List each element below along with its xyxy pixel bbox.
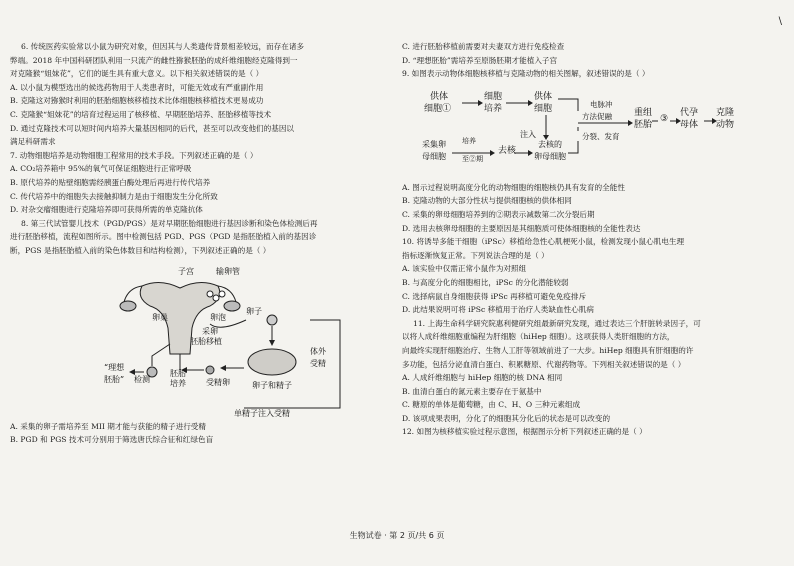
label-embryo-culture-1: 胚胎 [170,368,186,378]
option-line: A. 该实验中仅需正常小鼠作为对照组 [402,264,527,274]
label-transplant: 胚胎移植 [190,336,222,346]
option-line: C. 克隆猴“姐妹花”的培育过程运用了核移植、早期胚胎培养、胚胎移植等技术 [10,109,272,119]
label-uterus: 子宫 [178,266,194,276]
right-column [402,40,788,439]
uterus-drawing [120,282,240,370]
label-surrogate-b: 母体 [680,119,699,130]
label-icsi: 单精子注入受精 [234,408,290,418]
text-line: 以将人成纤维细胞重编程为肝细胞（hiHep 细胞）。这项获得人类肝细胞的方法， [402,332,675,342]
text-line: 弊端。2018 年中国科研团队利用一只流产的雌性猕猴胚胎的成纤维细胞经克隆得到一 [10,55,298,65]
text-line: 8. 第三代试管婴儿技术（PGD/PGS）是对早期胚胎细胞进行基因诊断和染色体检测后再 [21,218,318,228]
label-donor-cell-1b: 细胞① [424,103,452,114]
option-line: C. 进行胚胎移植前需要对夫妻双方进行免疫检查 [402,42,565,51]
option-line: C. 传代培养中的细胞失去接触抑制力是由于细胞发生分化所致 [10,191,218,201]
option-line: D. “理想胚胎”需培养至原肠胚期才能植入子宫 [402,55,558,65]
label-in-vitro: 体外 [310,346,326,356]
label-donor-cell-2b: 细胞 [534,103,553,114]
label-collect-b: 母细胞 [422,151,446,161]
option-line: C. 选择病鼠自身细胞获得 iPSc 再移植可避免免疫排斥 [402,291,587,301]
option-line: D. 该项成果表明，分化了的细胞其分化后的状态是可以改变的 [402,413,611,423]
label-donor-cell-2a: 供体 [534,91,553,102]
label-electro-a: 电脉冲 [590,99,613,109]
label-recon-a: 重组 [634,107,653,118]
text-line: 对克隆猴“姐妹花”，它们的诞生具有重大意义。以下相关叙述错误的是（ ） [10,69,264,79]
petri-dish [248,349,296,375]
label-surrogate-a: 代孕 [680,107,699,118]
ivf-process-diagram [10,258,396,420]
label-recon-b: 胚胎 [634,119,653,130]
label-ovary: 卵巢 [152,312,168,322]
label-mature-b: 至②期 [462,154,483,163]
label-mature-a: 培养 [462,136,476,145]
option-line: A. 采集的卵子需培养至 MII 期才能与获能的精子进行受精 [10,421,206,431]
zygote-icon [206,366,214,374]
text-line: 6. 传统医药实验常以小鼠为研究对象，但因其与人类遗传背景相差较远，而存在诸多 [21,42,305,51]
option-line: A. 图示过程说明高度分化的动物细胞的细胞核仍具有发育的全能性 [402,182,625,192]
option-line: C. 采集的卵母细胞培养到的②期表示减数第二次分裂后期 [402,209,595,219]
label-fertilize: 受精 [310,358,326,368]
option-line: D. 此结果说明可将 iPSc 移植用于治疗人类缺血性心肌病 [402,305,594,315]
text-line: 断，PGS 是指胚胎植入前的染色体数目和结构检测），下列叙述正确的是（ ） [10,245,271,255]
label-inject: 注入 [520,129,536,139]
option-line: A. 以小鼠为模型选出的候选药物用于人类患者时，可能无效或有严重副作用 [10,82,264,92]
nuclear-transfer-diagram [402,81,788,181]
text-line: 7. 动物细胞培养是动物细胞工程常用的技术手段。下列叙述正确的是（ ） [10,150,258,160]
label-detect: 检测 [134,374,150,384]
question-9-stem: 9. 如图表示动物体细胞核移植与克隆动物的相关图解，叙述错误的是（ ） [402,69,650,79]
corner-mark: \ [778,16,782,27]
label-egg-sperm: 卵子和精子 [252,380,292,390]
option-line: C. 糖原的单体是葡萄糖，由 C、H、O 三种元素组成 [402,400,581,410]
option-line: D. 对杂交瘤细胞进行克隆培养即可获得所需的单克隆抗体 [10,205,203,215]
option-line: D. 选用去核卵母细胞的主要原因是其细胞质可使体细胞核的全能性表达 [402,223,641,233]
label-embryo-culture-2: 培养 [170,378,186,388]
text-line: 指标逐渐恢复正常。下列说法合理的是（ ） [402,250,549,260]
question-9-options [402,181,788,235]
option-line: A. CO₂培养箱中 95%的氧气可保证细胞进行正常呼吸 [10,164,192,174]
label-clone-a: 克隆 [716,107,735,118]
option-line: B. 原代培养的贴壁细胞需经胰蛋白酶处理后再进行传代培养 [10,177,211,187]
label-culture-b: 培养 [484,103,503,114]
label-egg: 卵子 [246,306,262,316]
question-6 [10,40,396,149]
left-column [10,40,396,447]
label-electro-b: 方法促融 [582,111,612,121]
label-culture-a: 细胞 [484,91,503,102]
text-line: 进行胚胎移植，流程如图所示。图中检测包括 PGD、PGS（PGD 是指胚胎植入前的基因诊 [10,232,317,242]
label-enucleated-a: 去核的 [538,139,562,149]
option-line: 满足科研需求 [10,137,56,147]
label-follicle: 卵泡 [210,312,226,322]
label-enucleate: 去核 [498,145,517,156]
question-10 [402,235,788,317]
label-donor-cell-1a: 供体 [430,91,449,102]
option-line: B. 克隆这对猕猴时利用的胚胎细胞核移植技术比体细胞核移植技术更易成功 [10,96,264,106]
text-line: 多功能，包括分泌血清白蛋白、积累糖原、代谢药物等。下列相关叙述错误的是（ ） [402,359,686,369]
text-line: 向最终实现肝细胞治疗、生物人工肝等领域前进了一大步。hiHep 细胞具有肝细胞的许 [402,345,694,355]
question-8-options [10,420,396,447]
option-line: B. 与高度分化的细胞相比，iPSc 的分化潜能较弱 [402,277,569,287]
label-division: 分裂、发育 [582,131,620,141]
option-line: D. 通过克隆技术可以短时间内培养大量基因相同的后代，甚至可以改变他们的基因以 [10,123,295,133]
label-ideal-1: “理想 [104,362,125,372]
question-11 [402,317,788,439]
label-clone-b: 动物 [716,119,735,130]
label-step3: ③ [660,113,669,124]
option-line: B. PGD 和 PGS 技术可分别用于筛选唐氏综合征和红绿色盲 [10,435,214,445]
question-12-stem: 12. 如图为核移植实验过程示意图，根据图示分析下列叙述正确的是（ ） [402,427,647,437]
text-line: 10. 将诱导多能干细胞（iPSc）移植给急性心肌梗死小鼠，检测发现小鼠心肌电生理 [402,237,685,247]
label-oviduct: 输卵管 [216,266,240,276]
label-zygote: 受精卵 [206,377,230,387]
label-enucleated-b: 卵母细胞 [534,151,566,161]
option-line: B. 血清白蛋白的氮元素主要存在于氨基中 [402,386,542,396]
page-footer: 生物试卷 · 第 2 页/共 6 页 [349,531,445,540]
option-line: A. 人成纤维细胞与 hiHep 细胞的核 DNA 相同 [402,373,563,383]
question-7 [10,149,396,217]
option-line: B. 克隆动物的大部分性状与提供细胞核的供体相同 [402,196,572,206]
egg-icon [267,315,277,325]
label-ideal-2: 胚胎” [104,374,125,384]
label-collect-a: 采集卵 [422,139,446,149]
label-egg-collect: 采卵 [202,326,218,336]
question-8 [10,217,396,258]
text-line: 11. 上海生命科学研究院惠利健研究组最新研究发现，通过表达三个肝脏转录因子，可 [413,318,701,328]
